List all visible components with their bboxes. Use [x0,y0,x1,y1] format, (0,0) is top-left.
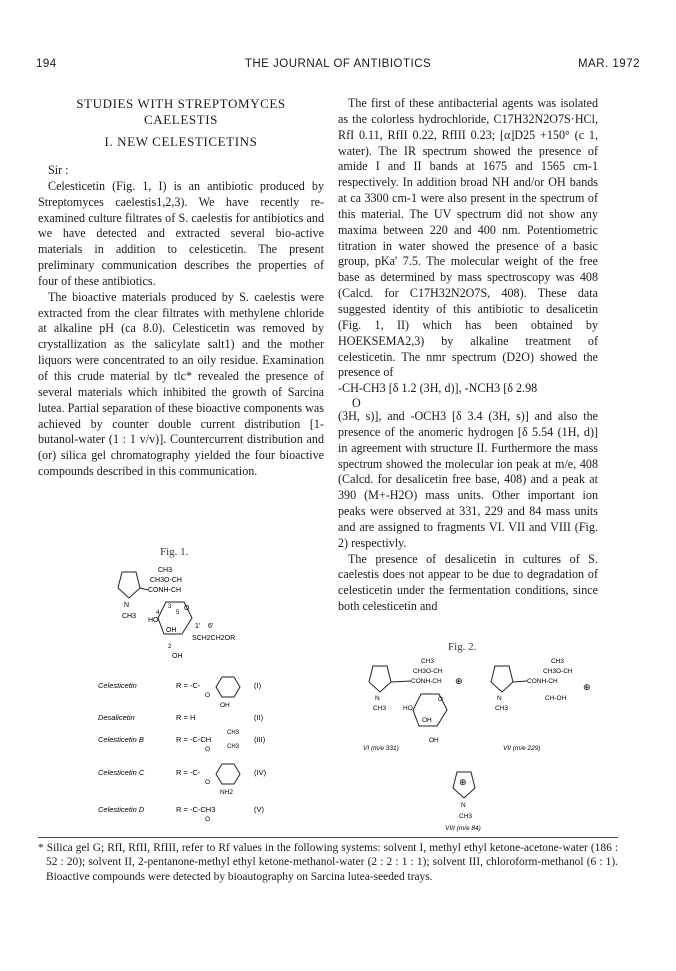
frag6-n: N [375,695,380,702]
pyrrolidine-ring [118,572,140,598]
compound-r-o-i: O [205,692,211,699]
frag7-conh: CONH-CH [527,678,558,685]
frag8-plus: ⊕ [459,777,467,787]
compound-r-v: R = -C-CH3 [176,805,216,814]
article-title-line1: STUDIES WITH STREPTOMYCES [76,96,286,111]
frag7-plus: ⊕ [583,682,591,692]
salutation: Sir : [48,163,69,177]
conh-label: CONH-CH [148,587,182,594]
compound-num-iii: (III) [254,735,266,744]
ring-o-label: O [184,605,190,612]
isopropyl-ch3-a: CH3 [227,730,240,736]
compound-name-ii: Desalicetin [98,713,135,722]
pos1-label: 1' [195,623,201,630]
frag6-ho: HO [403,705,413,712]
amino-nh2-label: NH2 [220,789,234,796]
pos4-label: 4 [156,610,160,616]
salicyl-oh-label: OH [220,702,230,709]
frag6-label: VI (m/e 331) [363,745,399,752]
compound-r-iv: R = -C- [176,768,201,777]
frag6-conh: CONH-CH [411,678,442,685]
n-label: N [124,602,130,609]
figure2-structures [355,654,615,839]
page-number: 194 [36,58,57,70]
compound-name-i: Celesticetin [98,681,137,690]
oh-bottom-label: OH [172,653,183,660]
frag8-n: N [461,802,466,809]
frag6-ch3: CH3 [421,658,435,665]
compound-num-ii: (II) [254,713,264,722]
running-header [36,58,640,74]
frag8-label: VIII (m/e 84) [445,825,481,832]
frag6-oh1: OH [422,717,432,724]
benzene-ring-iv [216,764,240,784]
compound-num-i: (I) [254,681,262,690]
article-title-line2: CAELESTIS [143,112,218,127]
compound-num-v: (V) [254,805,264,814]
issue-date: MAR. 1972 [577,58,640,70]
compound-name-iii: Celesticetin B [98,735,144,744]
nmr-formula: -CH-CH3 [δ 1.2 (3H, d)], -NCH3 [δ 2.98 [338,381,538,396]
isopropyl-ch3-b: CH3 [227,744,240,750]
paragraph-intro: Celesticetin (Fig. 1, I) is an antibiotic produced by Streptomyces caelestis1,2,3). We have recently re-examined culture filtrates of S. caelestis for antibiotics and we have detected and extracted several bio-active materials in addition to celesticetin. The present preliminary communication describes the properties of four of these antibiotics. [38,178,324,288]
footnote-rule [38,837,618,838]
pos2-label: 2 [168,644,172,650]
frag8-ch3: CH3 [459,813,473,820]
compound-r-ii: R = H [176,713,196,722]
pos3-label: 3 [168,604,172,610]
figure1-table [90,676,330,832]
figure1-caption: Fig. 1. [160,546,189,558]
ch3o-label: CH3O-CH [150,577,182,584]
compound-r-o-iii: O [205,746,211,753]
frag7-pyrrolidine-ring [491,666,513,692]
compound-r-iii: R = -C-CH [176,735,212,744]
frag7-n: N [497,695,502,702]
frag6-pyrrolidine-ring [369,666,391,692]
paragraph-desalicetin: The first of these antibacterial agents was isolated as the colorless hydrochloride, C17H32N2O7S·HCl, RfI 0.11, RfII 0.22, RfIII 0.23; [α]D25 +150° (c 1, water). The IR spectrum showed the presence of amide I and II bands at 1675 and 1565 cm-1 respectively. In addition broad NH and/or OH bands at ca 3300 cm-1 were also present in the spectrum of this material. The UV spectrum did not show any maxima between 220 and 400 nm. Potentiometric titration in water showed the presence of a basic group, pKa' 7.5. The molecular weight of the free base as determined by mass spectroscopy was 408 (Calcd. for C17H32N2O7S, 408). These data suggested identity of this antibiotic to desalicetin (Fig. 1, II) which has been obtained by HOEKSEMA2,3) by alkaline treatment of celesticetin. The nmr spectrum (D2O) showed the presence of [338,96,598,380]
ch3-top-label: CH3 [158,567,173,574]
oh-label: OH [166,627,177,634]
nch3-label: CH3 [122,613,137,620]
pos5-label: 5 [176,610,180,616]
frag7-choh: CH-OH [545,695,567,702]
frag6-plus: ⊕ [455,676,463,686]
paragraph-presence: The presence of desalicetin in cultures of S. caelestis does not appear to be due to degradation of celesticetin under the fermentation conditions, since both celesticetin and [338,551,598,614]
ho-label: HO [148,617,159,624]
frag7-ch3: CH3 [551,658,565,665]
frag7-label: VII (m/e 229) [503,745,541,752]
compound-r-o-v: O [205,816,211,823]
nmr-carbonyl-o: O [352,396,361,411]
compound-name-v: Celesticetin D [98,805,145,814]
left-column [38,96,324,480]
right-column [338,96,598,615]
compound-r-o-iv: O [205,779,211,786]
pos6-label: 6' [208,623,214,630]
footnote-block [38,841,618,884]
frag6-oh2: OH [429,737,439,744]
paragraph-desalicetin-cont: (3H, s)], and -OCH3 [δ 3.4 (3H, s)] and also the presence of the anomeric hydrogen [δ 5.54 (1H, d)] in agreement with structure II. Furthermore the mass spectrum showed the molecular ion peak at m/e, 408 (Calcd. for desalicetin free base, 408) and a peak at 390 (M+-H2O) mass units. Other important ion peaks were observed at 331, 229 and 84 mass units and are assigned to fragments VI. VII and VIII (Fig. 2) respectivly. [338,409,598,550]
benzene-ring-i [216,677,240,697]
compound-name-iv: Celesticetin C [98,768,145,777]
paragraph-extraction: The bioactive materials produced by S. caelestis were extracted from the clear filtrates with methylene chloride at alkaline pH (ca 8.0). Celesticetin was removed by crystallization as the salicylate salt1) and the mother liquors were concentrated to an oily residue. Examination of this crude material by tlc* revealed the presence of several materials which inhibited the growth of Sarcina lutea. Partial separation of these bioactive components was achieved by counter double current distribution [1-butanol-water (1 : 1 v/v)]. Countercurrent distribution and (or) silica gel chromatography yielded the four bioactive compounds described in this communication. [38,289,324,479]
figure2-caption: Fig. 2. [448,641,477,653]
frag7-ch3o: CH3O-CH [543,668,573,675]
thio-chain-label: SCH2CH2OR [192,635,236,642]
frag6-nch3: CH3 [373,705,387,712]
footnote-text: * Silica gel G; RfI, RfII, RfIII, refer to Rf values in the following systems: solvent I, methyl ethyl ketone-acetone-water (186 : 52 : 20); solvent II, 2-pentanone-methyl ethyl ketone-methanol-water (2 : 2 : 1 : 1); solvent III, chloroform-methanol (6 : 1). Bioactive compounds were detected by bioautography on Sarcina lutea-seeded trays. [38,842,618,883]
frag6-o: O [438,696,444,703]
frag6-ch3o: CH3O-CH [413,668,443,675]
frag7-nch3: CH3 [495,705,509,712]
figure1-structure [100,562,290,670]
compound-num-iv: (IV) [254,768,267,777]
compound-r-i: R = -C- [176,681,201,690]
article-subtitle: I. NEW CELESTICETINS [104,134,258,149]
journal-name: THE JOURNAL OF ANTIBIOTICS [244,58,432,70]
